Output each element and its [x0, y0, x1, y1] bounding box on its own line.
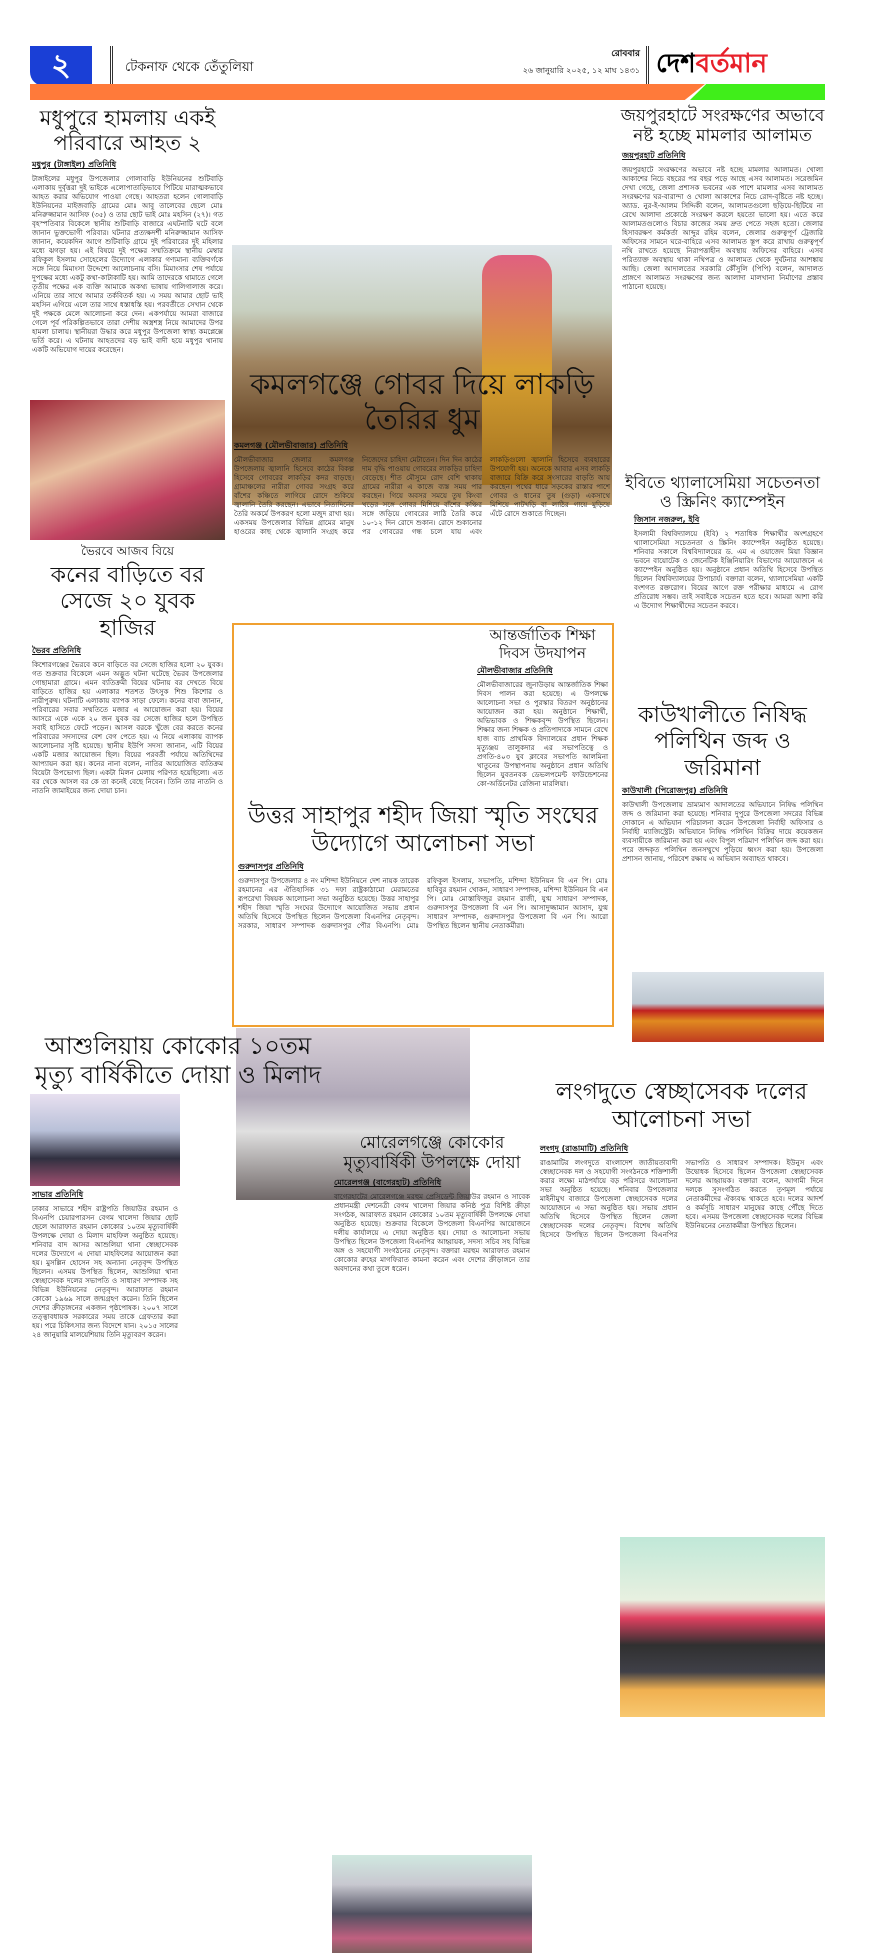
byline-langadu: লংগদু (রাঙামাটি) প্রতিনিধি: [540, 1144, 629, 1154]
photo-ashulia: [30, 1094, 180, 1186]
article-education-day: [475, 626, 610, 800]
body-langadu: রাঙামাটির লংগদুতে বাংলাদেশ জাতীয়তাবাদী স্বেচ্ছাসেবক দল ও সহযোগী সংগঠনকে শক্তিশালী করার লক্ষ্যে মাঠপর্যায়ে বড় পরিসরে আলোচনা সভা অনুষ্ঠিত হয়েছে। শনিবার উপজেলার মাইনীমুখ বাজারে উপজেলা স্বেচ্ছাসেবক দলের আয়োজনে এ সভা অনুষ্ঠিত হয়। সভায় প্রধান অতিথি হিসেবে উপস্থিত ছিলেন জেলা স্বেচ্ছাসেবক দলের নেতৃবৃন্দ। বিশেষ অতিথি হিসেবে উপস্থিত ছিলেন উপজেলা বিএনপির সভাপতি ও সাধারণ সম্পাদক। ইউনুস এবং উদ্বোধক হিসেবে ছিলেন উপজেলা স্বেচ্ছাসেবক দলের আহ্বায়ক। বক্তারা বলেন, আগামী দিনে দলকে সুসংগঠিত করতে তৃণমূল পর্যায়ে নেতাকর্মীদের ঐক্যবদ্ধ থাকতে হবে। দলের আদর্শ ও কর্মসূচি সাধারণ মানুষের কাছে পৌঁছে দিতে হবে। এসময় উপজেলা স্বেচ্ছাসেবক দলের বিভিন্ন ইউনিয়নের নেতাকর্মীরা উপস্থিত ছিলেন।: [540, 1159, 823, 1240]
headline-ibi: ইবিতে থ্যালাসেমিয়া সচেতনতা ও স্ক্রিনিং ক্যাম্পেইন: [625, 473, 820, 512]
headline-joypurhat: জয়পুরহাটে সংরক্ষণের অভাবে নষ্ট হচ্ছে মামলার আলামত: [620, 106, 825, 147]
article-bhairab: [30, 543, 225, 1023]
body-kamalganj: মৌলভীবাজার জেলার কমলগঞ্জ উপজেলায় জ্বালানি হিসেবে কাঠের বিকল্প হিসেবে গোবরের লাকড়ির কদর বাড়ছে। গ্রামাঞ্চলের নারীরা গোবর সংগ্রহ করে বাঁশের কঞ্চিতে লাগিয়ে রোদে শুকিয়ে জ্বালানি তৈরি করছেন। এভাবে নিত্যদিনের তৈরি অকর্মে উপকরণ হলো মজুদ রাখা হয়। একসময় উপজেলার বিভিন্ন গ্রামের মানুষ হাওরের কাছ থেকে জ্বালানি সংগ্রহ করে নিজেদের চাহিদা মেটাতেন। দিন দিন কাঠের দাম বৃদ্ধি পাওয়ায় গোবরের লাকড়ির চাহিদা বেড়েছে। শীত মৌসুমে রোদ বেশি থাকায় গ্রামের নারীরা এ কাজে ব্যস্ত সময় পার করছেন। গিয়ে অবসর সময়ে তুষ কিংবা খড়ের সঙ্গে গোবর মিশিয়ে বাঁশের কঞ্চির সঙ্গে জড়িয়ে গোবরের লাঠি তৈরি করে ১০-১২ দিন রোদে শুকান। রোদে শুকানোর পর গোবরের গন্ধ চলে যায় এবং লাকড়িগুলো জ্বালানি হিসেবে ব্যবহারের উপযোগী হয়। অনেকে আবার এসব লাকড়ি বাজারে বিক্রি করে সংসারের বাড়তি আয় করছেন। পথের ধারে সড়কের রাস্তার পাশে গোবর ও ধানের তুষ (গুড়া) একসাথে মিশিয়ে পাটখড়ি বা লাঠির গায়ে মুড়িয়ে এঁটে রোদে শুকাতে দিচ্ছেন।: [234, 455, 610, 536]
headline-kamalganj: কমলগঞ্জে গোবর দিয়ে লাকড়ি তৈরির ধুম: [250, 367, 594, 436]
headline-education-day: আন্তর্জাতিক শিক্ষা দিবস উদযাপন: [489, 626, 596, 662]
header-orange-bar: [30, 84, 705, 100]
photo-langadu: [620, 1537, 825, 1717]
byline-bhairab: ভৈরব প্রতিনিধি: [32, 646, 81, 656]
byline-kamalganj: কমলগঞ্জ (মৌলভীবাজার) প্রতিনিধি: [234, 440, 348, 450]
logo-part-1: দেশ: [656, 49, 696, 79]
headline-langadu: লংগদুতে স্বেচ্ছাসেবক দলের আলোচনা সভা: [555, 1079, 808, 1133]
body-joypurhat: জয়পুরহাটে সংরক্ষণের অভাবে নষ্ট হচ্ছে মামলার আলামত। খোলা আকাশের নিচে বছরের পর বছর পড়ে আছে এসব আলামত। সরেজমিন দেখা গেছে, জেলা প্রশাসক ভবনের এক পাশে মামলার এসব আলামত সংরক্ষণের ঘর-বারান্দা ও খোলা আকাশের নিচে রোদ-বৃষ্টিতে নষ্ট হচ্ছে। অ্যাড. নুর-ই-আলম সিদ্দিকী বলেন, আলামতগুলো ছড়িয়ে-ছিটিয়ে না রেখে আলাদা প্রকোষ্ঠে সংরক্ষণ করলে হয়তো ভালো হয়। এতে করে আলামতগুলোও বিচার কাজের সময় দ্রুত পেতে সহজ হতো। জেলার হিসাবরক্ষণ কর্মকর্তা আব্দুর রহিম বলেন, জেলার গুরুত্বপূর্ণ ট্রেজারি অফিসের সামনে ঘরে-বাহিরে এসব আলামত স্তূপ করে রাখায় গুরুত্বপূর্ণ নথি রাখতে হয়েছে নিরাপত্তাহীন অবস্থায় অফিসের বাহিরে। এসব পরিত্যাক্ত অবস্থায় থাকা নথিপত্র ও আলামত থেকে দুর্ঘটনার আশঙ্কায় আছি। জেলা আদালতের সরকারি কৌঁসুলি (পিপি) বলেন, আদালত প্রাঙ্গণে আলামত সংরক্ষণের জন্য আলাদা মালখানা নির্মাণের প্রস্তাব পাঠানো হয়েছে।: [622, 165, 823, 291]
byline-kawkhali: কাউখালী (পিরোজপুর) প্রতিনিধি: [622, 786, 728, 796]
body-ashulia: ঢাকার সাভারে শহীদ রাষ্ট্রপতি জিয়াউর রহমান ও বিএনপি চেয়ারপারসন বেগম খালেদা জিয়ার ছোট ছেলে আরাফাত রহমান কোকোর ১০তম মৃত্যুবার্ষিকী উপলক্ষে দোয়া ও মিলাদ মাহফিল অনুষ্ঠিত হয়েছে। শনিবার বাদ আসর আশুলিয়া থানা স্বেচ্ছাসেবক দলের উদ্যোগে এ দোয়া মাহফিলের আয়োজন করা হয়। মুসল্লিন হোসেন সহ অন্যান্য নেতৃবৃন্দ উপস্থিত ছিলেন। এসময় উপস্থিত ছিলেন, আশুলিয়া থানা স্বেচ্ছাসেবক দলের সভাপতি ও সাধারণ সম্পাদক সহ বিভিন্ন ইউনিয়নের নেতৃবৃন্দ। আরাফাত রহমান কোকো ১৯৬৯ সালে জন্মগ্রহণ করেন। তিনি ছিলেন দেশের ক্রীড়াঙ্গনের একজন পৃষ্ঠপোষক। ২০০৭ সালে তত্ত্বাবধায়ক সরকারের সময় তাকে গ্রেফতার করা হয়। পরে চিকিৎসার জন্য বিদেশে যান। ২০১৫ সালের ২৪ জানুয়ারি মালয়েশিয়ায় তিনি মৃত্যুবরণ করেন।: [32, 1204, 178, 1339]
header-green-bar: [690, 84, 825, 100]
article-madhupur: [30, 106, 225, 396]
headline-kawkhali: কাউখালীতে নিষিদ্ধ পলিথিন জব্দ ও জরিমানা: [638, 703, 807, 781]
headline-sahapur: উত্তর সাহাপুর শহীদ জিয়া স্মৃতি সংঘের উদ্যোগে আলোচনা সভা: [247, 803, 599, 857]
article-langadu: [538, 1079, 825, 1333]
headline-ashulia: আশুলিয়ায় কোকোর ১০তম মৃত্যু বার্ষিকীতে দোয়া ও মিলাদ: [34, 1032, 322, 1089]
section-title: টেকনাফ থেকে তেঁতুলিয়া: [125, 60, 254, 75]
body-sahapur: গুরুদাসপুর উপজেলার ৪ নং মশিন্দা ইউনিয়নে দেশ নায়ক তারেক রহমানের এর ঐতিহাসিক ৩১ দফা রাষ্ট্রকাঠামো মেরামতের রূপরেখা বিষয়ক আলোচনা সভা অনুষ্ঠিত হয়েছে। উত্তর সাহাপুর শহীদ জিয়া স্মৃতি সংঘের উদ্যোগে আয়োজিত সভায় প্রধান অতিথি হিসেবে উপস্থিত ছিলেন উপজেলা বিএনপির নেতৃবৃন্দ। সরকার, সাধারণ সম্পাদক গুরুদাসপুর পৌর বিএনপি। মোঃ রফিকুল ইসলাম, সভাপতি, মশিন্দা ইউনিয়ন বি এন পি। মোঃ হাবিবুর রহমান খোকন, সাধারণ সম্পাদক, মশিন্দা ইউনিয়ন বি এন পি। মোঃ মোস্তাফিজুর রহমান রাজী, যুগ্ম সাধারণ সম্পাদক, গুরুদাসপুর উপজেলা বি এন পি। আসাদুজ্জামান আসাদ, যুগ্ম সাধারণ সম্পাদক, গুরুদাসপুর উপজেলা বি এন পি। আরো উপস্থিত ছিলেন স্থানীয় নেতাকর্মীরা।: [238, 877, 608, 931]
headline-madhupur: মধুপুরে হামলায় একই পরিবারে আহত ২: [39, 106, 216, 156]
article-ibi: [620, 473, 825, 701]
headline-morelganj: মোরেলগঞ্জে কোকোর মৃত্যুবার্ষিকী উপলক্ষে দোয়া: [343, 1133, 521, 1174]
body-kawkhali: কাউখালী উপজেলায় ভ্রাম্যমাণ আদালতের অভিযানে নিষিদ্ধ পলিথিন জব্দ ও জরিমানা করা হয়েছে। শনিবার দুপুরে উপজেলা সদরের বিভিন্ন দোকানে এ অভিযান পরিচালনা করেন উপজেলা নির্বাহী অফিসার ও নির্বাহী ম্যাজিস্ট্রেট। অভিযানে নিষিদ্ধ পলিথিন বিক্রির দায়ে কয়েকজন ব্যবসায়ীকে জরিমানা করা হয় এবং বিপুল পরিমাণ পলিথিন জব্দ করা হয়। পরে জব্দকৃত পলিথিন জনসম্মুখে পুড়িয়ে ধ্বংস করা হয়। উপজেলা প্রশাসন জানায়, পরিবেশ রক্ষায় এ অভিযান অব্যাহত থাকবে।: [622, 801, 823, 864]
divider: [110, 46, 113, 84]
byline-ibi: জিসান নজরুল, ইবি: [634, 515, 700, 525]
article-ashulia: [30, 1032, 326, 1339]
body-ashulia-cont: [186, 1094, 326, 1334]
body-morelganj: বাগেরহাটের মোরেলগঞ্জে মরহুম প্রেসিডেন্ট জিয়াউর রহমান ও সাবেক প্রধানমন্ত্রী দেশনেত্রী বেগম খালেদা জিয়ার কনিষ্ঠ পুত্র বিশিষ্ট ক্রীড়া সংগঠক, আরাফাত রহমান কোকোর ১০তম মৃত্যুবার্ষিকী উপলক্ষে দোয়া অনুষ্ঠিত হয়েছে। শুক্রবার বিকেলে উপজেলা বিএনপির আয়োজনে দলীয় কার্যালয়ে এ দোয়া অনুষ্ঠিত হয়। দোয়া ও আলোচনা সভায় উপস্থিত ছিলেন উপজেলা বিএনপির আহ্বায়ক, সদস্য সচিব সহ বিভিন্ন অঙ্গ ও সহযোগী সংগঠনের নেতৃবৃন্দ। বক্তারা মরহুম আরাফাত রহমান কোকোর রুহের মাগফিরাত কামনা করেন এবং দেশের ক্রীড়াঙ্গনে তার অবদানের কথা তুলে ধরেন।: [334, 1192, 530, 1273]
article-morelganj: [332, 1133, 532, 1333]
headline-bhairab: কনের বাড়িতে বর সেজে ২০ যুবক হাজির: [50, 563, 205, 641]
byline-morelganj: মোরেলগঞ্জ (বাগেরহাট) প্রতিনিধি: [334, 1177, 442, 1187]
byline-joypurhat: জয়পুরহাট প্রতিনিধি: [622, 150, 686, 160]
photo-morelganj: [332, 1855, 532, 1953]
day-label: রোববার: [611, 49, 640, 59]
divider: [646, 46, 649, 84]
page-number: ২: [30, 46, 92, 86]
article-sahapur: [236, 803, 610, 1023]
byline-ashulia: সাভার প্রতিনিধি: [32, 1189, 84, 1199]
date-label: ২৬ জানুয়ারি ২০২৫, ১২ মাঘ ১৪৩১: [522, 66, 640, 75]
body-bhairab: কিশোরগঞ্জের ভৈরবে কনে বাড়িতে বর সেজে হাজির হলো ২০ যুবক। গত শুক্রবার বিকেলে এমন অদ্ভুত ঘটনা ঘটেছে ভৈরব উপজেলার গোছামারা গ্রামে। এমন ব্যতিক্রমী বিয়ের ঘটনায় বর দেখতে বিয়ে বাড়িতে হাজির হয় এলাকার শতশত উৎসুক শিশু কিশোর ও নারীপুরুষ। ঘটনাটি এলাকায় ব্যাপক সাড়া ফেলে। কনের বাবা জানান, পরিবারের সবার সম্মতিতে মজার এ আয়োজন করা হয়। বিয়ের আসরে একে একে ২০ জন যুবক বর সেজে হাজির হলে উপস্থিত সবাই হাসিতে ফেটে পড়েন। আসল বরকে খুঁজে বের করতে কনের পরিবারের সদস্যদের বেশ বেগ পেতে হয়। এ নিয়ে এলাকায় ব্যাপক আলোচনার সৃষ্টি হয়েছে। স্থানীয় ইউপি সদস্য জানান, এটি বিয়ের একটি মজার আয়োজন ছিল। বিয়ের পরবর্তী পর্যায়ে অতিথিদের আপ্যায়ন করা হয়। কনের নানা বলেন, নাতির আয়োজিত ব্যতিক্রম বিয়েটা উপভোগ্য ছিল। একটা মিলন মেলায় পরিণত হয়েছিলো। এত বর থেকে আসল বর কে তা কনেই বেছে নিবেন। তিনি তার নাতনি ও নাতনি জামাইয়ের জন্য দোয়া চান।: [32, 661, 223, 796]
body-ibi: ইসলামী বিশ্ববিদ্যালয়ে (ইবি) ২ শতাধিক শিক্ষার্থীর অংশগ্রহণে থ্যালাসেমিয়া সচেতনতা ও স্ক্রিনিং ক্যাম্পেইন অনুষ্ঠিত হয়েছে। শনিবার সকালে বিশ্ববিদ্যালয়ের ড. এম এ ওয়াজেদ মিয়া বিজ্ঞান ভবনে বায়োটেক ও জেনেটিক ইঞ্জিনিয়ারিং বিভাগের আয়োজনে এ ক্যাম্পেইন অনুষ্ঠিত হয়। অনুষ্ঠানে প্রধান অতিথি হিসেবে উপস্থিত ছিলেন বিশ্ববিদ্যালয়ের উপাচার্য। বক্তারা বলেন, থ্যালাসেমিয়া একটি বংশগত রক্তরোগ। বিয়ের আগে রক্ত পরীক্ষার মাধ্যমে এ রোগ প্রতিরোধ সম্ভব। তাই সবাইকে সচেতন হতে হবে। আমরা আশা করি এ উদ্যোগ শিক্ষার্থীদের সচেতন করবে।: [634, 530, 823, 611]
byline-education-day: মৌলভীবাজার প্রতিনিধি: [477, 666, 553, 675]
byline-sahapur: গুরুদাসপুর প্রতিনিধি: [238, 862, 304, 872]
photo-wedding: [30, 400, 225, 540]
photo-campaign: [632, 972, 824, 1042]
kicker-bhairab: ভৈরবে আজব বিয়ে: [81, 544, 174, 558]
masthead-logo: [656, 46, 767, 82]
byline-madhupur: মধুপুর (টাঙ্গাইল) প্রতিনিধি: [32, 160, 117, 170]
body-education-day: মৌলভীবাজারের জুনাউড়ায় আন্তর্জাতিক শিক্ষা দিবস পালন করা হয়েছে। এ উপলক্ষে আলোচনা সভা ও পুরস্কার বিতরণ অনুষ্ঠানের আয়োজন করা হয়। অনুষ্ঠানে শিক্ষার্থী, অভিভাবক ও শিক্ষকবৃন্দ উপস্থিত ছিলেন। শিক্ষার জন্য শিক্ষক ও প্রতিপাদ্যকে সামনে রেখে হাজ ব্যাচ প্রাথমিক বিদ্যালয়ের প্রধান শিক্ষক মৃত্যুঞ্জয় তালুকদার এর সভাপতিত্বে ও প্রগতি-৪০৩ যুব ক্লাবের সভাপতি আলমিনা খাতুনের উপস্থাপনায় অনুষ্ঠানে প্রধান অতিথি ছিলেন যুবতনবক ডেভলপমেন্ট ফাউন্ডেশনের কো-অর্ডিনেটর রেজিনা মারলিয়া।: [477, 681, 608, 788]
article-joypurhat: [620, 106, 825, 394]
logo-part-2: বর্তমান: [695, 49, 768, 79]
article-kamalganj: [232, 367, 612, 621]
article-kawkhali: [620, 703, 825, 891]
body-madhupur: টাঙ্গাইলের মধুপুর উপজেলার গোলাবাড়ি ইউনিয়নের শুটিবাড়ি এলাকায় দুর্বৃত্তরা দুই ভাইকে এলোপাতাড়িভাবে পিটিয়ে মারাত্মকভাবে আহত করার অভিযোগ পাওয়া গেছে। আহতরা হলেন গোলাবাড়ি ইউনিয়নের মাইজবাড়ি গ্রামের মোঃ আবু তালেবের ছেলে মোঃ মনিরুজ্জামান আসিফ (৩৫) ও তার ছোট ভাই মোঃ মহসিন (২৭)। গত বৃহস্পতিবার বিকেলে স্থানীয় শুটিবাড়ি বাজারে এঘটনাটি ঘটে বলে জানান ভুক্তভোগী পরিবার। ঘটনার প্রত্যক্ষদর্শী মনিরুজ্জামান আসিফ জানান, কয়েকদিন আগে শুটিবাড়ি গ্রামে দুই পরিবারের দুই মহিলার মধ্যে ঝগড়া হয়। এই বিষয়ে দুই পক্ষের সম্মতিক্রমে স্থানীয় মেম্বার রফিকুল ইসলাম সোহেলের উদ্যোগে এলাকার গণ্যমান্য ব্যক্তিবর্গকে সঙ্গে নিয়ে মিমাংসা উদ্দেশ্যে আলোচনায় বসি। মিমাংসার শেষ পর্যায়ে দুপক্ষের মধ্যে একটু কথা-কাটাকাটি হয়। আমি তাদেরকে থামাতে গেলে তৃতীয় পক্ষের এক ব্যক্তি আমাকে অকথ্য ভাষায় গালিগালাজ করে। এনিয়ে তার সাথে আমার তর্কবিতর্ক হয়। এ সময় আমার ছোট ভাই মহসিন এগিয়ে এলে তার সাথে ধস্তাধস্তি হয়। পরবর্তীতে সেখান থেকে দুই পক্ষকে মেলে আলোচনা করে দেন। একপর্যায়ে আমরা বাজারে গেলে পূর্ব পরিকল্পিতভাবে তারা দেশীয় অস্ত্রশস্ত্র নিয়ে আমাদের উপর হামলা চালায়। স্থানীয়রা উদ্ধার করে মধুপুর উপজেলা স্বাস্থ্য কমপ্লেক্সে ভর্তি করে। এ ঘটনায় আহতদের বড় ভাই বাদী হয়ে মধুপুর থানায় একটি অভিযোগ দায়ের করেছেন।: [32, 175, 223, 355]
